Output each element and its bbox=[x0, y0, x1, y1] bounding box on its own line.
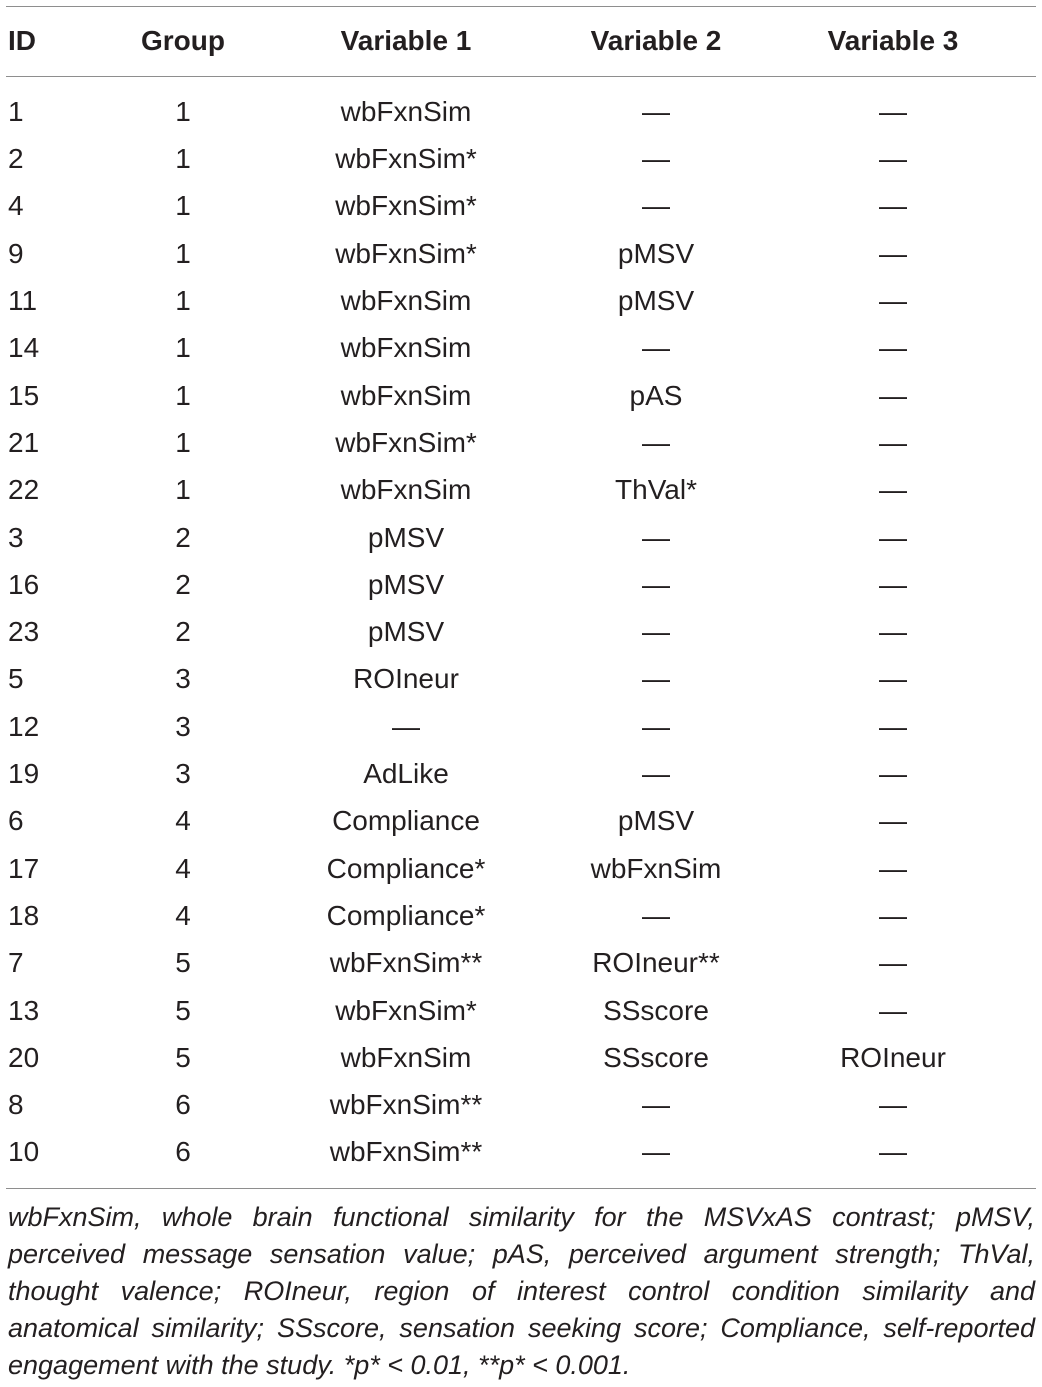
cell-group: 2 bbox=[175, 616, 191, 648]
table-row bbox=[6, 419, 1036, 466]
column-header-variable-1: Variable 1 bbox=[340, 25, 472, 57]
table-row bbox=[6, 88, 1036, 135]
cell-variable-3: — bbox=[879, 379, 907, 411]
cell-id: 21 bbox=[8, 426, 40, 458]
cell-group: 1 bbox=[175, 237, 191, 269]
cell-id: 6 bbox=[8, 805, 24, 837]
cell-variable-1: wbFxnSim* bbox=[335, 190, 477, 222]
table-row bbox=[6, 514, 1036, 561]
cell-variable-3: — bbox=[879, 1089, 907, 1121]
data-table bbox=[6, 6, 1036, 1189]
footnote-line: anatomical similarity; SSscore, sensation seeking score; Compliance, self-reported bbox=[8, 1313, 1035, 1343]
cell-variable-2: pMSV bbox=[617, 805, 695, 837]
cell-variable-1: wbFxnSim** bbox=[329, 947, 483, 979]
cell-variable-1: pMSV bbox=[367, 616, 445, 648]
cell-id: 4 bbox=[8, 190, 24, 222]
table-row bbox=[6, 278, 1036, 325]
cell-id: 2 bbox=[8, 143, 24, 175]
cell-id: 16 bbox=[8, 568, 40, 600]
cell-id: 9 bbox=[8, 237, 24, 269]
cell-variable-2: — bbox=[642, 616, 670, 648]
cell-variable-1: AdLike bbox=[363, 758, 449, 790]
table-row bbox=[6, 136, 1036, 183]
cell-variable-1: wbFxnSim* bbox=[335, 143, 477, 175]
cell-variable-1: wbFxnSim* bbox=[335, 994, 477, 1026]
cell-id: 12 bbox=[8, 710, 40, 742]
cell-variable-3: ROIneur bbox=[840, 1041, 946, 1073]
cell-variable-1: Compliance* bbox=[326, 852, 486, 884]
cell-id: 11 bbox=[8, 285, 38, 317]
table-row bbox=[6, 703, 1036, 750]
cell-group: 5 bbox=[175, 947, 191, 979]
cell-variable-1: Compliance bbox=[332, 805, 480, 837]
table-row bbox=[6, 1034, 1036, 1081]
cell-id: 22 bbox=[8, 474, 40, 506]
cell-variable-3: — bbox=[879, 1136, 907, 1168]
cell-variable-2: — bbox=[642, 143, 670, 175]
cell-id: 5 bbox=[8, 663, 24, 695]
cell-variable-2: — bbox=[642, 1136, 670, 1168]
cell-variable-3: — bbox=[879, 710, 907, 742]
cell-variable-3: — bbox=[879, 143, 907, 175]
cell-variable-3: — bbox=[879, 899, 907, 931]
footnote-line: perceived message sensation value; pAS, perceived argument strength; ThVal, bbox=[8, 1239, 1035, 1269]
cell-variable-2: wbFxnSim bbox=[590, 852, 722, 884]
cell-variable-1: wbFxnSim bbox=[340, 285, 472, 317]
cell-variable-1: wbFxnSim* bbox=[335, 237, 477, 269]
table-row bbox=[6, 1082, 1036, 1129]
cell-group: 2 bbox=[175, 521, 191, 553]
cell-id: 18 bbox=[8, 899, 40, 931]
cell-group: 4 bbox=[175, 899, 191, 931]
table-row bbox=[6, 230, 1036, 277]
cell-group: 5 bbox=[175, 1041, 191, 1073]
cell-group: 5 bbox=[175, 994, 191, 1026]
cell-variable-2: pMSV bbox=[617, 237, 695, 269]
table-row bbox=[6, 798, 1036, 845]
cell-variable-1: wbFxnSim bbox=[340, 95, 472, 127]
cell-group: 1 bbox=[175, 332, 191, 364]
cell-variable-1: wbFxnSim** bbox=[329, 1136, 483, 1168]
cell-variable-2: pAS bbox=[629, 379, 683, 411]
cell-variable-3: — bbox=[879, 332, 907, 364]
cell-variable-3: — bbox=[879, 190, 907, 222]
cell-variable-2: — bbox=[642, 899, 670, 931]
cell-id: 23 bbox=[8, 616, 40, 648]
cell-variable-3: — bbox=[879, 805, 907, 837]
cell-id: 20 bbox=[8, 1041, 40, 1073]
cell-group: 6 bbox=[175, 1089, 191, 1121]
cell-variable-3: — bbox=[879, 426, 907, 458]
cell-id: 1 bbox=[8, 95, 24, 127]
cell-id: 13 bbox=[8, 994, 40, 1026]
table-row bbox=[6, 372, 1036, 419]
cell-variable-2: ROIneur** bbox=[592, 947, 720, 979]
cell-id: 19 bbox=[8, 758, 40, 790]
cell-variable-2: — bbox=[642, 1089, 670, 1121]
footnote-line: thought valence; ROIneur, region of interest control condition similarity and bbox=[8, 1276, 1035, 1306]
table-row bbox=[6, 656, 1036, 703]
table-row bbox=[6, 892, 1036, 939]
table-row bbox=[6, 561, 1036, 608]
cell-variable-1: Compliance* bbox=[326, 899, 486, 931]
cell-variable-1: wbFxnSim bbox=[340, 1041, 472, 1073]
cell-variable-1: wbFxnSim bbox=[340, 379, 472, 411]
cell-group: 1 bbox=[175, 426, 191, 458]
table-row bbox=[6, 751, 1036, 798]
table-row bbox=[6, 940, 1036, 987]
cell-variable-3: — bbox=[879, 852, 907, 884]
cell-variable-2: — bbox=[642, 190, 670, 222]
column-header-group: Group bbox=[141, 25, 225, 57]
cell-variable-3: — bbox=[879, 568, 907, 600]
cell-variable-1: wbFxnSim bbox=[340, 332, 472, 364]
cell-variable-1: ROIneur bbox=[353, 663, 459, 695]
column-header-variable-3: Variable 3 bbox=[827, 25, 959, 57]
cell-variable-1: pMSV bbox=[367, 521, 445, 553]
cell-group: 1 bbox=[175, 143, 191, 175]
cell-variable-3: — bbox=[879, 237, 907, 269]
table-row bbox=[6, 845, 1036, 892]
cell-variable-3: — bbox=[879, 474, 907, 506]
table-body bbox=[6, 77, 1036, 1188]
cell-variable-2: — bbox=[642, 95, 670, 127]
cell-variable-3: — bbox=[879, 521, 907, 553]
footnote-line: engagement with the study. *p* < 0.01, **p* < 0.001. bbox=[8, 1350, 631, 1380]
cell-variable-2: SSscore bbox=[603, 1041, 709, 1073]
cell-group: 1 bbox=[175, 474, 191, 506]
cell-id: 8 bbox=[8, 1089, 24, 1121]
cell-variable-1: wbFxnSim** bbox=[329, 1089, 483, 1121]
cell-variable-1: wbFxnSim bbox=[340, 474, 472, 506]
cell-group: 4 bbox=[175, 852, 191, 884]
cell-variable-1: pMSV bbox=[367, 568, 445, 600]
table-footnote bbox=[8, 1199, 1035, 1384]
column-header-id: ID bbox=[8, 25, 36, 57]
cell-variable-3: — bbox=[879, 994, 907, 1026]
table-row bbox=[6, 987, 1036, 1034]
table-header-row bbox=[6, 7, 1036, 77]
cell-variable-2: — bbox=[642, 758, 670, 790]
cell-id: 10 bbox=[8, 1136, 40, 1168]
cell-variable-1: — bbox=[392, 710, 420, 742]
table-row bbox=[6, 1129, 1036, 1176]
table-row bbox=[6, 183, 1036, 230]
table-row bbox=[6, 325, 1036, 372]
cell-variable-2: — bbox=[642, 521, 670, 553]
cell-id: 17 bbox=[8, 852, 40, 884]
cell-group: 3 bbox=[175, 710, 191, 742]
cell-variable-3: — bbox=[879, 285, 907, 317]
cell-id: 7 bbox=[8, 947, 24, 979]
cell-group: 3 bbox=[175, 663, 191, 695]
cell-id: 15 bbox=[8, 379, 40, 411]
cell-variable-2: pMSV bbox=[617, 285, 695, 317]
cell-variable-1: wbFxnSim* bbox=[335, 426, 477, 458]
cell-group: 1 bbox=[175, 379, 191, 411]
cell-group: 4 bbox=[175, 805, 191, 837]
cell-group: 1 bbox=[175, 285, 191, 317]
cell-group: 6 bbox=[175, 1136, 191, 1168]
cell-group: 3 bbox=[175, 758, 191, 790]
cell-variable-2: — bbox=[642, 568, 670, 600]
table-row bbox=[6, 467, 1036, 514]
footnote-line: wbFxnSim, whole brain functional similarity for the MSVxAS contrast; pMSV, bbox=[8, 1202, 1035, 1232]
cell-variable-2: — bbox=[642, 663, 670, 695]
cell-id: 14 bbox=[8, 332, 40, 364]
cell-variable-2: SSscore bbox=[603, 994, 709, 1026]
cell-variable-2: — bbox=[642, 710, 670, 742]
cell-variable-2: ThVal* bbox=[615, 474, 697, 506]
cell-group: 1 bbox=[175, 190, 191, 222]
cell-id: 3 bbox=[8, 521, 24, 553]
cell-variable-3: — bbox=[879, 663, 907, 695]
cell-variable-3: — bbox=[879, 947, 907, 979]
cell-group: 1 bbox=[175, 95, 191, 127]
cell-variable-3: — bbox=[879, 95, 907, 127]
cell-variable-3: — bbox=[879, 616, 907, 648]
cell-group: 2 bbox=[175, 568, 191, 600]
cell-variable-2: — bbox=[642, 426, 670, 458]
cell-variable-3: — bbox=[879, 758, 907, 790]
table-row bbox=[6, 609, 1036, 656]
column-header-variable-2: Variable 2 bbox=[590, 25, 722, 57]
cell-variable-2: — bbox=[642, 332, 670, 364]
